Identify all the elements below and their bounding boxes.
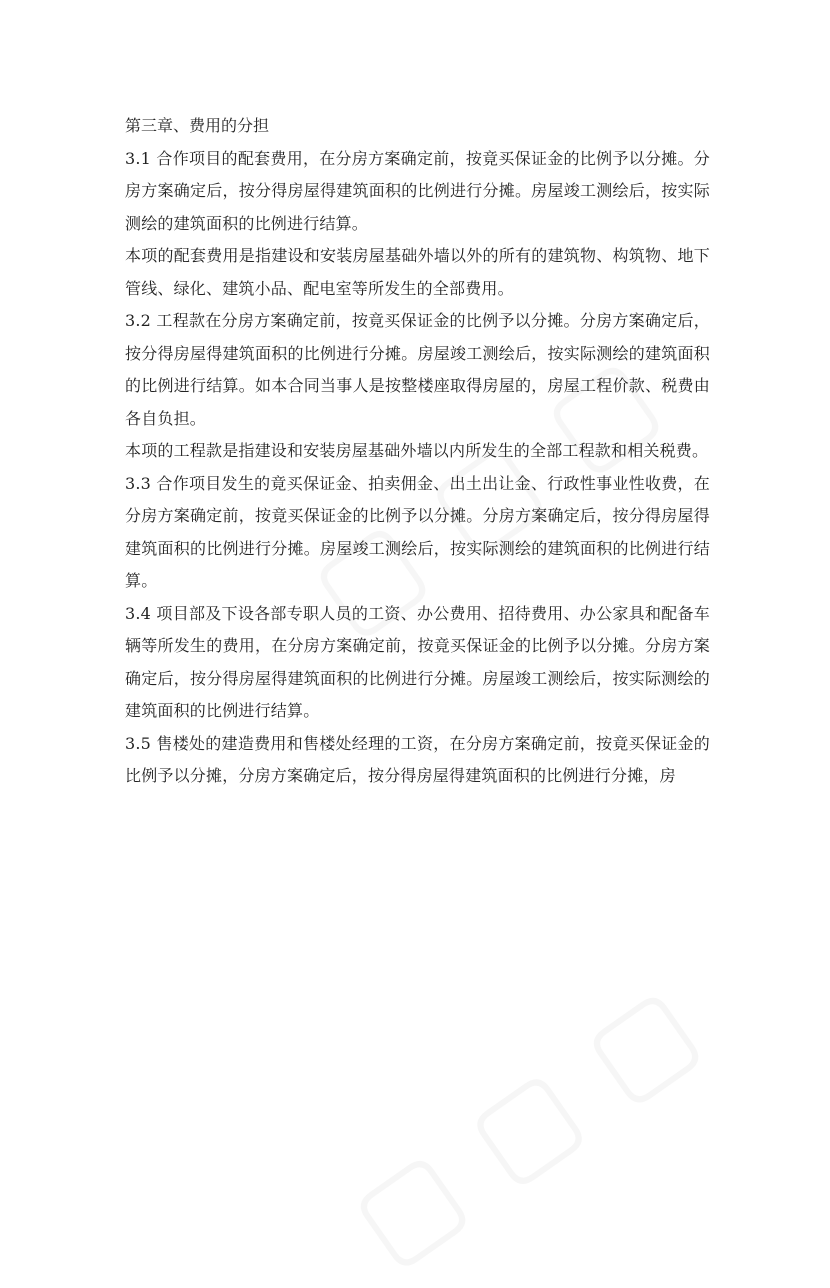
paragraph-3-1: 3.1 合作项目的配套费用，在分房方案确定前，按竟买保证金的比例予以分摊。分房方案确定后，按分得房屋得建筑面积的比例进行分摊。房屋竣工测绘后，按实际测绘的建筑面积的比例进行结算。 bbox=[125, 148, 710, 233]
paragraph-3-5: 3.5 售楼处的建造费用和售楼处经理的工资，在分房方案确定前，按竟买保证金的比例予以分摊，分房方案确定后，按分得房屋得建筑面积的比例进行分摊，房 bbox=[125, 733, 710, 785]
paragraph-3-2: 3.2 工程款在分房方案确定前，按竟买保证金的比例予以分摊。分房方案确定后，按分得房屋得建筑面积的比例进行分摊。房屋竣工测绘后，按实际测绘的建筑面积的比例进行结算。如本合同当事人是按整楼座取得房屋的，房屋工程价款、税费由各自负担。 bbox=[125, 311, 710, 428]
paragraph-3-2-note: 本项的工程款是指建设和安装房屋基础外墙以内所发生的全部工程款和相关税费。 bbox=[125, 441, 709, 460]
paragraph-3-3: 3.3 合作项目发生的竟买保证金、拍卖佣金、出土出让金、行政性事业性收费，在分房方案确定前，按竟买保证金的比例予以分摊。分房方案确定后，按分得房屋得建筑面积的比例进行分摊。房屋竣工测绘后，按实际测绘的建筑面积的比例进行结算。 bbox=[125, 473, 710, 590]
paragraph-3-4: 3.4 项目部及下设各部专职人员的工资、办公费用、招待费用、办公家具和配备车辆等所发生的费用，在分房方案确定前，按竟买保证金的比例予以分摊。分房方案确定后，按分得房屋得建筑面积的比例进行分摊。房屋竣工测绘后，按实际测绘的建筑面积的比例进行结算。 bbox=[125, 603, 710, 720]
document-body bbox=[125, 110, 710, 793]
paragraph-3-1-note: 本项的配套费用是指建设和安装房屋基础外墙以外的所有的建筑物、构筑物、地下管线、绿化、建筑小品、配电室等所发生的全部费用。 bbox=[125, 246, 710, 298]
watermark-graphic-lower bbox=[328, 960, 720, 1288]
chapter-heading: 第三章、费用的分担 bbox=[125, 116, 270, 135]
